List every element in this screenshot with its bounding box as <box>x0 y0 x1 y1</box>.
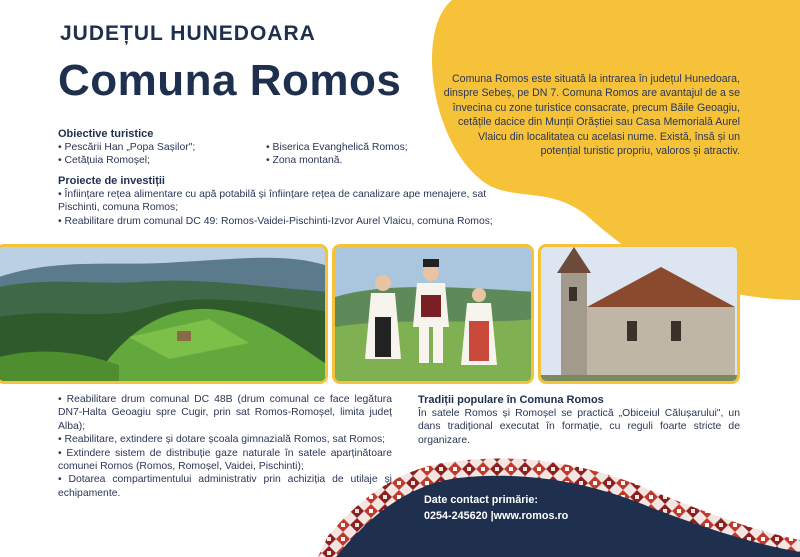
investment-item: • Reabilitare drum comunal DC 48B (drum comunal ce face legătura DN7-Halta Geoagiu spre Cugir, prin sat Romos-Romoșel, limita județ Alba); <box>58 394 392 432</box>
folk-costumes-photo <box>332 244 534 384</box>
page-title: Comuna Romos <box>58 56 402 105</box>
church-illustration <box>541 247 740 384</box>
objectives-heading: Obiective turistice <box>58 128 154 140</box>
green-hills-photo <box>0 244 328 384</box>
investment-item: • Înființare rețea alimentare cu apă potabilă și înființare rețea de canalizare ape menajere, sat Pischinti, comuna Romos; <box>58 189 487 214</box>
county-heading: JUDEȚUL HUNEDOARA <box>60 22 316 45</box>
investments-list <box>58 188 498 228</box>
investments-list-continued <box>58 393 392 500</box>
investment-item: • Reabilitare drum comunal DC 49: Romos-Vaidei-Pischinti-Izvor Aurel Vlaicu, comuna Romos; <box>58 215 493 227</box>
hills-illustration <box>0 247 328 384</box>
objectives-column-2 <box>266 141 408 168</box>
traditions-text: În satele Romos și Romoșel se practică „Obiceiul Călușarului", un dans tradițional executat în formație, cu reguli foarte stricte de organizare. <box>418 408 740 446</box>
investment-item: • Dotarea compartimentului administrativ prin achiziția de utilaje și echipamente. <box>58 474 392 499</box>
investments-heading: Proiecte de investiții <box>58 175 165 187</box>
contact-heading: Date contact primărie: <box>424 494 538 506</box>
objectives-column-1 <box>58 141 195 168</box>
objective-item: • Cetățuia Romoșel; <box>58 155 150 167</box>
folk-costumes-illustration <box>335 247 534 384</box>
traditions-heading: Tradiții populare în Comuna Romos <box>418 394 604 406</box>
intro-paragraph: Comuna Romos este situată la intrarea în județul Hunedoara, dinspre Sebeș, pe DN 7. Comuna Romos are avantajul de a se învecina cu zone turistice consacrate, precum Băile Geoagiu, cetățile dacice din Munții Orăștiei sau Casa Memorială Aurel Vlaicu din localitatea cu acelasi nume. Există, însă și un potențial turistic propriu, valoros și atractiv. <box>443 73 740 158</box>
investment-item: • Reabilitare, extindere și dotare școala gimnazială Romos, sat Romos; <box>58 434 386 446</box>
contact-line[interactable]: 0254-245620 |www.romos.ro <box>424 510 569 522</box>
investment-item: • Extindere sistem de distribuție gaze naturale în satele aparținătoare comunei Romos (Romos, Romoșel, Vaidei, Pischinti); <box>58 447 392 473</box>
evangelical-church-photo <box>538 244 740 384</box>
contact-block <box>424 492 568 524</box>
objective-item: • Zona montană. <box>266 155 343 167</box>
objective-item: • Biserica Evanghelică Romos; <box>266 142 408 153</box>
objective-item: • Pescării Han „Popa Sașilor"; <box>58 142 196 153</box>
